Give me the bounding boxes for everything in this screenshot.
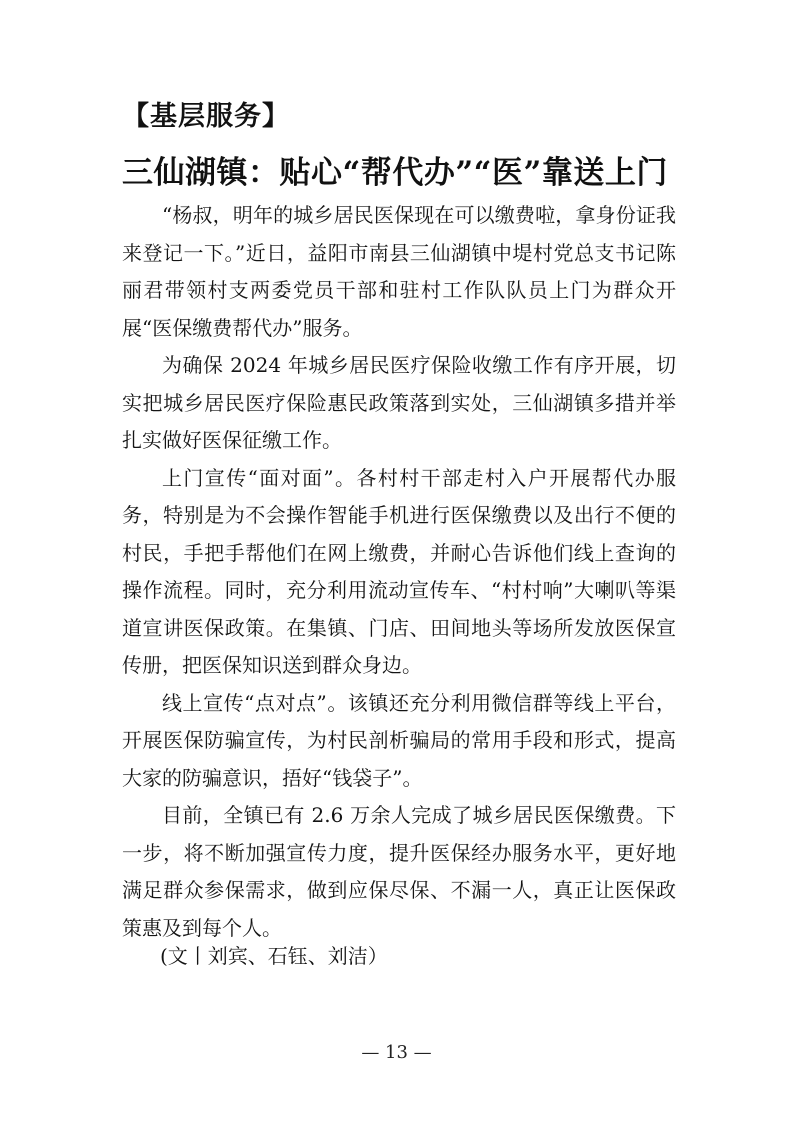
paragraph-5: 目前，全镇已有 2.6 万余人完成了城乡居民医保缴费。下一步，将不断加强宣传力度，提升医保经办服务水平，更好地满足群众参保需求，做到应保尽保、不漏一人，真正让医保政策惠及到每个人。 [122,803,676,940]
paragraph-2: 为确保 2024 年城乡居民医疗保险收缴工作有序开展，切实把城乡居民医疗保险惠民政策落到实处，三仙湖镇多措并举扎实做好医保征缴工作。 [122,353,676,452]
author-byline: (文丨刘宾、石钰、刘洁） [160,944,388,968]
article-headline: 三仙湖镇：贴心“帮代办”“医”靠送上门 [122,155,668,191]
paragraph-1: “杨叔，明年的城乡居民医保现在可以缴费啦，拿身份证我来登记一下。”近日，益阳市南县三仙湖镇中堤村党总支书记陈丽君带领村支两委党员干部和驻村工作队队员上门为群众开展“医保缴费帮代办”服务。 [122,203,676,340]
article-body [122,197,676,947]
paragraph-3: 上门宣传“面对面”。各村村干部走村入户开展帮代办服务，特别是为不会操作智能手机进行医保缴费以及出行不便的村民，手把手帮他们在网上缴费，并耐心告诉他们线上查询的操作流程。同时，充分利用流动宣传车、“村村响”大喇叭等渠道宣讲医保政策。在集镇、门店、田间地头等场所发放医保宣传册，把医保知识送到群众身边。 [122,465,676,677]
page-number: — 13 — [361,1042,432,1063]
paragraph-4: 线上宣传“点对点”。该镇还充分利用微信群等线上平台，开展医保防骗宣传，为村民剖析骗局的常用手段和形式，提高大家的防骗意识，捂好“钱袋子”。 [122,690,676,790]
section-tag: 【基层服务】 [122,101,290,132]
